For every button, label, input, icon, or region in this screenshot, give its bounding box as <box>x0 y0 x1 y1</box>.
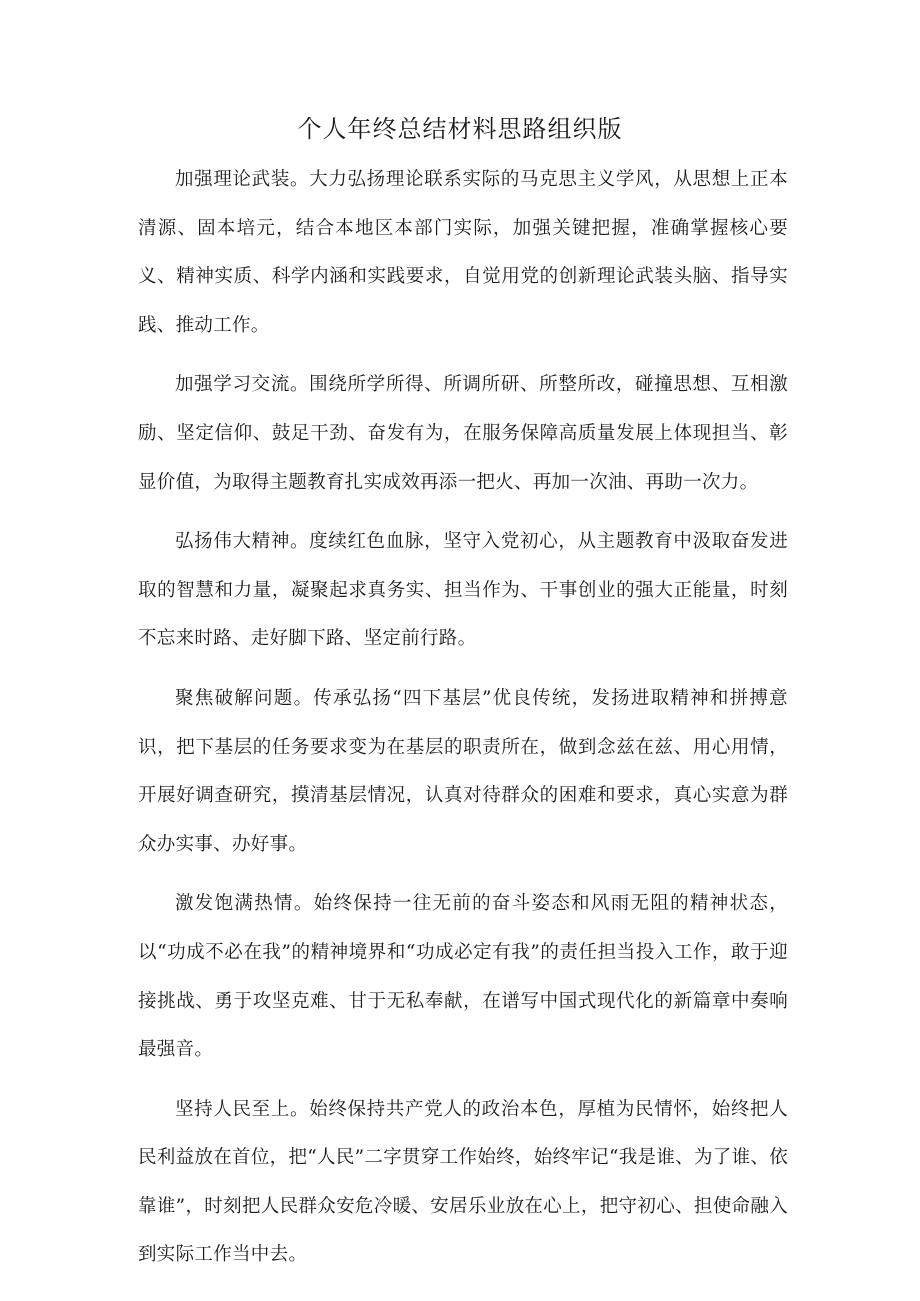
document-body <box>138 156 788 1291</box>
paragraph-people: 坚持人民至上。始终保持共产党人的政治本色，厚植为民情怀，始终把人民利益放在首位，把“人民”二字贯穿工作始终，始终牢记“我是谁、为了谁、依靠谁”，时刻把人民群众安危冷暖、安居乐业放在心上，把守初心、担使命融入到实际工作当中去。 <box>138 1098 788 1266</box>
paragraph-problems: 聚焦破解问题。传承弘扬“四下基层”优良传统，发扬进取精神和拼搏意识，把下基层的任务要求变为在基层的职责所在，做到念兹在兹、用心用情，开展好调查研究，摸清基层情况，认真对待群众的困难和要求，真心实意为群众办实事、办好事。 <box>138 687 788 855</box>
paragraph-theory: 加强理论武装。大力弘扬理论联系实际的马克思主义学风，从思想上正本清源、固本培元，结合本地区本部门实际，加强关键把握，准确掌握核心要义、精神实质、科学内涵和实践要求，自觉用党的创新理论武装头脑、指导实践、推动工作。 <box>138 169 788 336</box>
document-title: 个人年终总结材料思路组织版 <box>297 115 623 143</box>
paragraph-study: 加强学习交流。围绕所学所得、所调所研、所整所改，碰撞思想、互相激励、坚定信仰、鼓足干劲、奋发有为，在服务保障高质量发展上体现担当、彰显价值，为取得主题教育扎实成效再添一把火、再加一次油、再助一次力。 <box>138 374 788 493</box>
paragraph-enthusiasm: 激发饱满热情。始终保持一往无前的奋斗姿态和风雨无阻的精神状态，以“功成不必在我”的精神境界和“功成必定有我”的责任担当投入工作，敢于迎接挑战、勇于攻坚克难、甘于无私奉献，在谱写中国式现代化的新篇章中奏响最强音。 <box>138 893 788 1061</box>
paragraph-spirit: 弘扬伟大精神。度续红色血脉，坚守入党初心，从主题教育中汲取奋发进取的智慧和力量，凝聚起求真务实、担当作为、干事创业的强大正能量，时刻不忘来时路、走好脚下路、坚定前行路。 <box>138 531 788 650</box>
